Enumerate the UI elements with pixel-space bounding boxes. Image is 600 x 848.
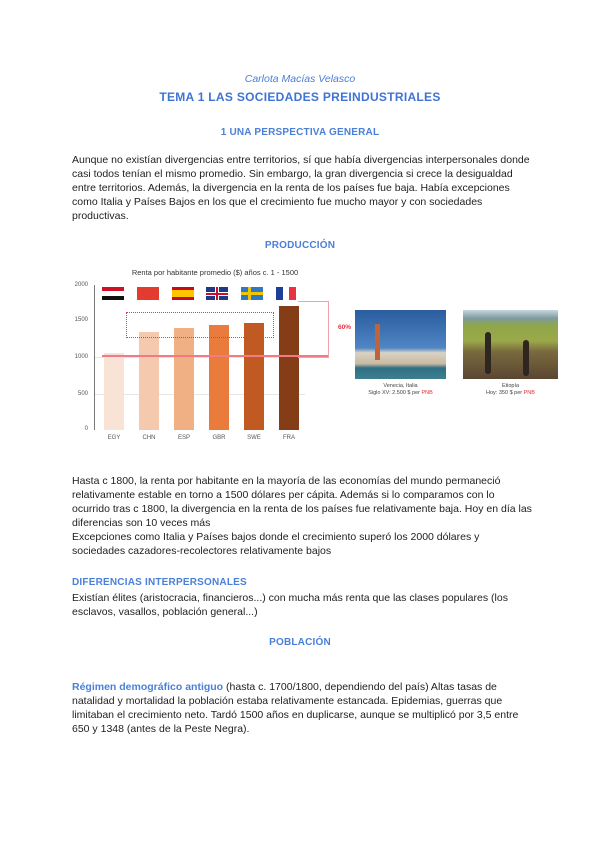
- xlabel-esp: ESP: [177, 435, 190, 441]
- document-title: TEMA 1 LAS SOCIEDADES PREINDUSTRIALES: [159, 90, 441, 104]
- uk-flag-icon: [206, 287, 228, 300]
- bar-esp: [174, 328, 194, 430]
- xlabel-egy: EGY: [107, 435, 121, 441]
- ytick-2000: 2000: [74, 282, 88, 288]
- bar-fra: [279, 306, 299, 430]
- caption-highlight: PNB: [421, 390, 433, 396]
- figure: [523, 340, 529, 376]
- section-heading-perspectiva: 1 UNA PERSPECTIVA GENERAL: [220, 127, 380, 138]
- paragraph-diferencias: Existían élites (aristocracia, financieros...) con mucha más renta que las clases populares (los esclavos, vasallos, población general...): [72, 592, 508, 618]
- caption-line: Etiopía: [501, 383, 520, 389]
- egypt-flag-icon: [102, 287, 124, 300]
- figure: [485, 332, 491, 374]
- paragraph-poblacion: [72, 680, 532, 736]
- paragraph-excepciones: Excepciones como Italia y Países bajos donde el crecimiento superó los 2000 dólares y sociedades cazadores-recolectores relativamente bajos: [72, 531, 480, 557]
- bell-tower: [375, 324, 380, 360]
- xlabel-fra: FRA: [283, 435, 295, 441]
- reference-line: [102, 355, 328, 357]
- paragraph-perspectiva: Aunque no existían divergencias entre territorios, sí que había divergencias interpersonales donde casi todos tenían el mismo promedio. Sin embargo, la gran divergencia si crece la desigualdad entre territorios. Además, la divergencia en la renta de los países fue baja. Había excepciones como Italia y Países Bajos en los que el crecimiento fue mucho mayor y con sociedades productivas.: [72, 154, 530, 222]
- sweden-flag-icon: [241, 287, 263, 300]
- gridline-500: [95, 394, 305, 395]
- caption-line: Venecia, Italia: [383, 383, 418, 389]
- section-heading-diferencias: DIFERENCIAS INTERPERSONALES: [72, 577, 247, 588]
- highlight-box: [126, 312, 274, 338]
- inline-heading-regimen: Régimen demográfico antiguo: [72, 681, 224, 693]
- paragraph-text: (hasta c. 1700/1800, dependiendo del país) Altas tasas de natalidad y mortalidad la población estaba relativamente estancada. Epidemias, guerras que limitaban el crecimiento neto. Tardó 1500 años en duplicarse, aunque se multiplicó por 3,5 entre 650 y 1348 (antes de la Peste Negra).: [72, 681, 519, 735]
- author-name: Carlota Macías Velasco: [244, 73, 356, 85]
- ethiopia-caption: [463, 383, 558, 397]
- section-heading-produccion: PRODUCCIÓN: [264, 240, 336, 251]
- venice-photo: [355, 310, 446, 379]
- section-heading-poblacion: POBLACIÓN: [269, 637, 331, 648]
- china-flag-icon: [137, 287, 159, 300]
- france-flag-icon: [276, 287, 296, 300]
- spain-flag-icon: [172, 287, 194, 300]
- ytick-500: 500: [77, 391, 88, 397]
- chart-title: Renta por habitante promedio ($) años c. 1 - 1500: [131, 268, 299, 277]
- caption-line: Siglo XV: 2.500 $ per: [368, 390, 420, 396]
- difference-label: 60%: [338, 324, 352, 331]
- xlabel-swe: SWE: [247, 435, 261, 441]
- caption-line: Hoy: 350 $ per: [486, 390, 523, 396]
- difference-bracket: [298, 301, 329, 358]
- ytick-1500: 1500: [74, 317, 88, 323]
- bar-chn: [139, 332, 159, 430]
- venice-caption: [355, 383, 446, 397]
- ethiopia-photo: [463, 310, 558, 379]
- gridline-1000: [95, 357, 305, 358]
- paragraph-produccion: Hasta c 1800, la renta por habitante en la mayoría de las economías del mundo permaneció relativamente estable en torno a 1500 dólares per cápita. Además si lo comparamos con lo ocurrido tras c 1800, la divergencia en la renta de los países fue relativamente baja. Hoy en día las diferencias son 10 veces más: [72, 475, 532, 529]
- bar-gbr: [209, 325, 229, 430]
- income-bar-chart: [60, 265, 360, 450]
- bar-egy: [104, 353, 124, 430]
- ytick-0: 0: [84, 426, 88, 432]
- ytick-1000: 1000: [74, 354, 88, 360]
- xlabel-chn: CHN: [142, 435, 156, 441]
- caption-highlight: PNB: [523, 390, 535, 396]
- xlabel-gbr: GBR: [212, 435, 226, 441]
- bar-swe: [244, 323, 264, 430]
